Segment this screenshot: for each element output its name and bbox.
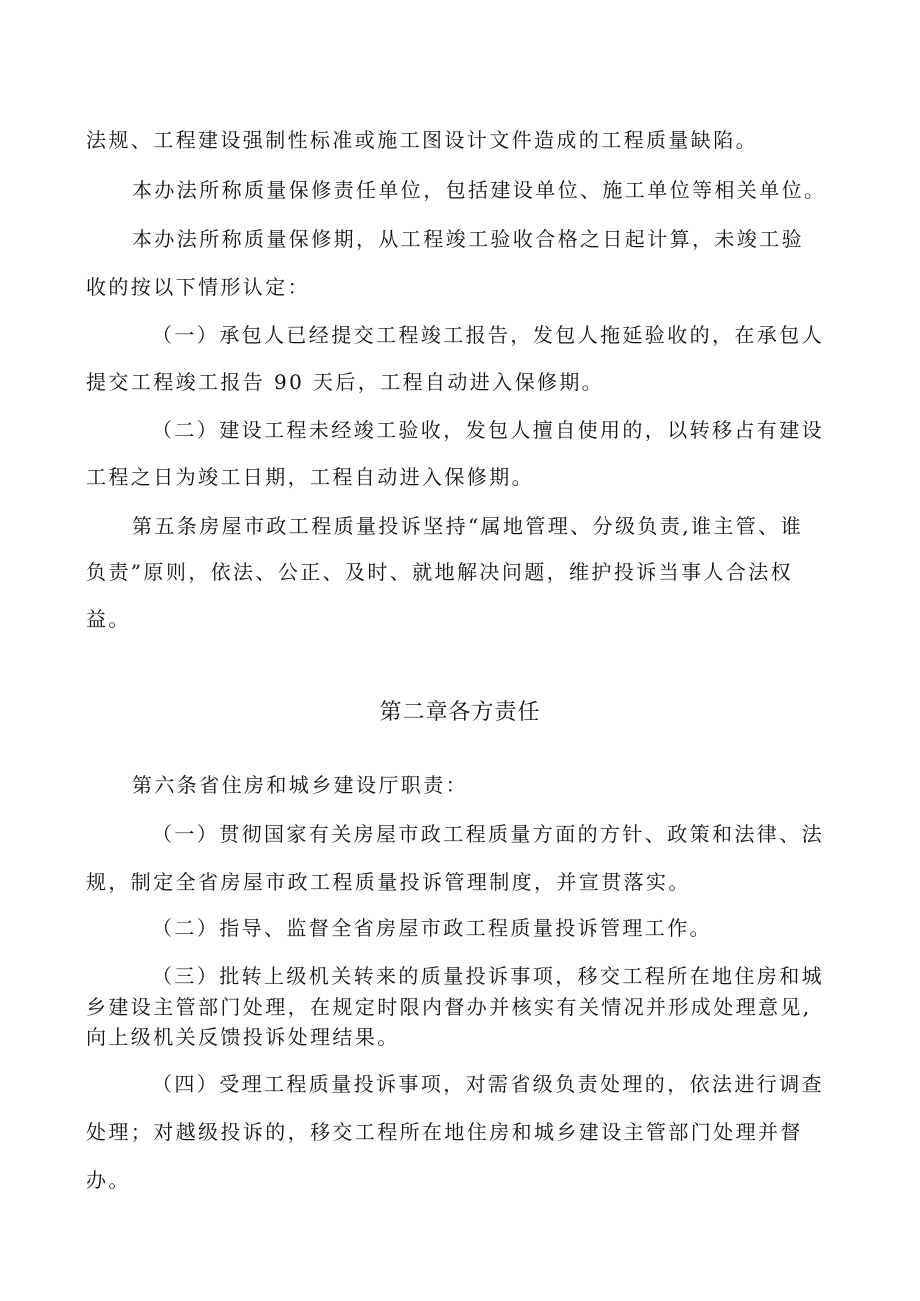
text-line: 本办法所称质量保修期，从工程竣工验收合格之日起计算，未竣工验 <box>132 227 804 251</box>
text-line: 负责”原则，依法、公正、及时、就地解决问题，维护投诉当事人合法权 <box>86 560 794 584</box>
text-line: 提交工程竣工报告 90 天后，工程自动进入保修期。 <box>86 370 605 394</box>
text-line: 第五条房屋市政工程质量投诉坚持“属地管理、分级负责,谁主管、谁 <box>132 514 803 538</box>
text-line: 益。 <box>86 607 131 631</box>
text-line: （二）指导、监督全省房屋市政工程质量投诉管理工作。 <box>152 916 712 940</box>
text-line: 本办法所称质量保修责任单位，包括建设单位、施工单位等相关单位。 <box>132 178 827 202</box>
text-line: 法规、工程建设强制性标准或施工图设计文件造成的工程质量缺陷。 <box>86 128 758 152</box>
chapter-heading: 第二章各方责任 <box>379 700 541 725</box>
text-line: 处理；对越级投诉的，移交工程所在地住房和城乡建设主管部门处理并督 <box>86 1120 803 1144</box>
text-line: 工程之日为竣工日期，工程自动进入保修期。 <box>86 465 534 489</box>
text-line: 规，制定全省房屋市政工程质量投诉管理制度，并宣贯落实。 <box>86 870 691 894</box>
text-line: 办。 <box>86 1168 131 1192</box>
text-line: 向上级机关反馈投诉处理结果。 <box>86 1025 400 1049</box>
text-line: （二）建设工程未经竣工验收，发包人擅自使用的，以转移占有建设 <box>152 418 824 442</box>
text-line: （三）批转上级机关转来的质量投诉事项，移交工程所在地住房和城 <box>152 964 824 988</box>
text-line: 收的按以下情形认定： <box>86 275 310 299</box>
text-line: （四）受理工程质量投诉事项，对需省级负责处理的，依法进行调查 <box>152 1072 824 1096</box>
text-line: （一）贯彻国家有关房屋市政工程质量方面的方针、政策和法律、法 <box>152 822 824 846</box>
text-line: （一）承包人已经提交工程竣工报告，发包人拖延验收的，在承包人 <box>152 323 824 347</box>
text-line: 第六条省住房和城乡建设厅职责： <box>132 773 468 797</box>
text-line: 乡建设主管部门处理，在规定时限内督办并核实有关情况并形成处理意见, <box>86 995 812 1019</box>
